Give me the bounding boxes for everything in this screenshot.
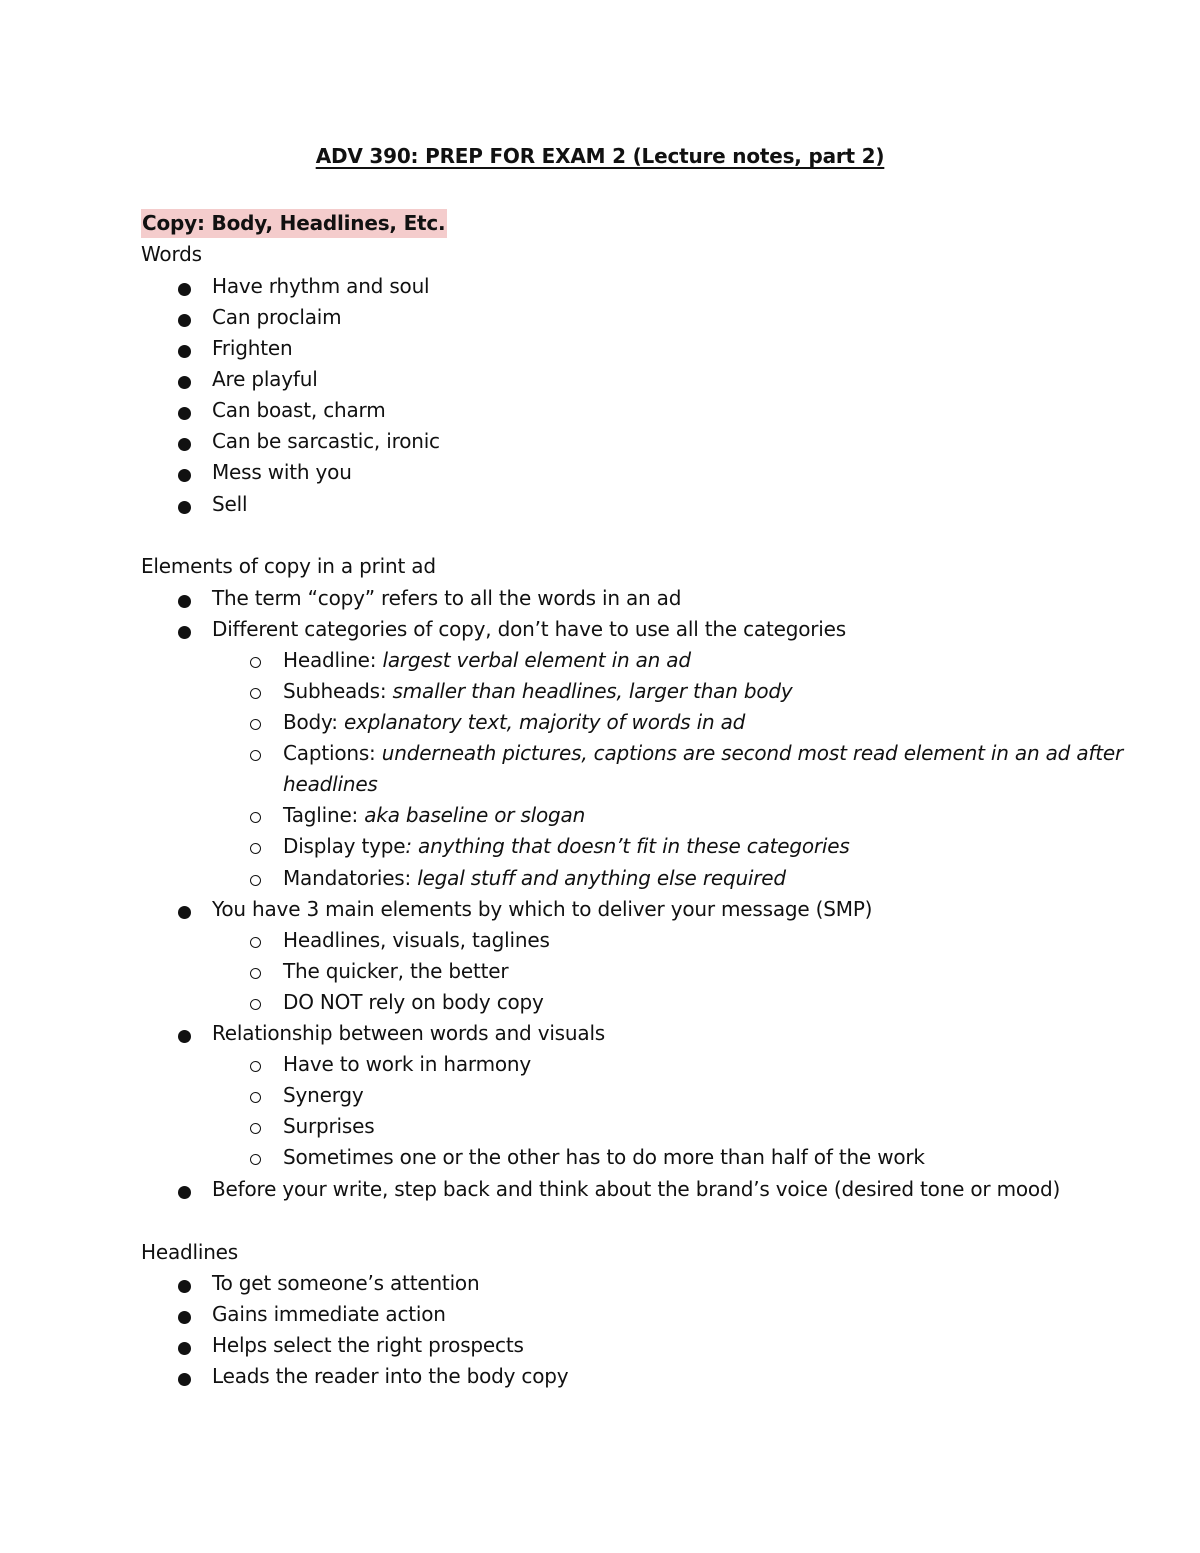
list-item: To get someone’s attention xyxy=(212,1271,480,1295)
sub-list-item: Sometimes one or the other has to do more than half of the work xyxy=(283,1145,925,1169)
bullet-icon xyxy=(178,1311,191,1324)
list-item: Can proclaim xyxy=(212,305,342,329)
list-item: Have rhythm and soul xyxy=(212,274,430,298)
circle-bullet-icon xyxy=(250,812,261,823)
category-definition: underneath pictures, captions are second most read element in an ad after xyxy=(381,741,1123,765)
category-definition: smaller than headlines, larger than body xyxy=(392,679,793,703)
sub-list-item: The quicker, the better xyxy=(283,959,509,983)
category-definition: legal stuff and anything else required xyxy=(417,866,786,890)
circle-bullet-icon xyxy=(250,1061,261,1072)
sub-list-item: Surprises xyxy=(283,1114,375,1138)
category-term: Captions: xyxy=(283,741,382,765)
bullet-icon xyxy=(178,469,191,482)
circle-bullet-icon xyxy=(250,875,261,886)
bullet-icon xyxy=(178,314,191,327)
list-item: Can be sarcastic, ironic xyxy=(212,429,440,453)
bullet-icon xyxy=(178,1342,191,1355)
circle-bullet-icon xyxy=(250,937,261,948)
list-item: Are playful xyxy=(212,367,318,391)
sub-list-item: Synergy xyxy=(283,1083,364,1107)
sub-list-item: Headlines, visuals, taglines xyxy=(283,928,550,952)
section-heading xyxy=(141,208,447,239)
category-term: Body: xyxy=(283,710,344,734)
sub-list-item xyxy=(283,831,850,862)
bullet-icon xyxy=(178,1186,191,1199)
bullet-icon xyxy=(178,283,191,296)
sub-list-item: DO NOT rely on body copy xyxy=(283,990,544,1014)
category-term: Subheads: xyxy=(283,679,393,703)
circle-bullet-icon xyxy=(250,999,261,1010)
list-item: Leads the reader into the body copy xyxy=(212,1364,569,1388)
circle-bullet-icon xyxy=(250,1154,261,1165)
sub-list-item xyxy=(283,676,793,707)
sub-list-item xyxy=(283,645,691,676)
headlines-heading: Headlines xyxy=(141,1240,239,1264)
bullet-icon xyxy=(178,595,191,608)
sub-list-item xyxy=(283,800,585,831)
circle-bullet-icon xyxy=(250,750,261,761)
sub-list-item: Have to work in harmony xyxy=(283,1052,532,1076)
bullet-icon xyxy=(178,906,191,919)
circle-bullet-icon xyxy=(250,719,261,730)
list-item: Gains immediate action xyxy=(212,1302,446,1326)
bullet-icon xyxy=(178,438,191,451)
list-item: Frighten xyxy=(212,336,293,360)
sub-list-item xyxy=(283,738,1123,769)
bullet-icon xyxy=(178,1030,191,1043)
category-definition: : anything that doesn’t fit in these categories xyxy=(405,834,850,858)
elements-heading: Elements of copy in a print ad xyxy=(141,554,436,578)
bullet-icon xyxy=(178,1280,191,1293)
category-term: Headline: xyxy=(283,648,383,672)
category-definition: aka baseline or slogan xyxy=(364,803,586,827)
list-item: Helps select the right prospects xyxy=(212,1333,524,1357)
sub-list-item xyxy=(283,707,745,738)
bullet-icon xyxy=(178,1373,191,1386)
highlighted-heading-text: Copy: Body, Headlines, Etc. xyxy=(141,209,447,238)
category-definition: explanatory text, majority of words in ad xyxy=(343,710,746,734)
bullet-icon xyxy=(178,626,191,639)
circle-bullet-icon xyxy=(250,968,261,979)
category-term: Tagline: xyxy=(283,803,365,827)
list-item: Sell xyxy=(212,492,248,516)
bullet-icon xyxy=(178,407,191,420)
circle-bullet-icon xyxy=(250,657,261,668)
circle-bullet-icon xyxy=(250,843,261,854)
category-term: Display type xyxy=(283,834,406,858)
circle-bullet-icon xyxy=(250,688,261,699)
list-item: Mess with you xyxy=(212,460,352,484)
category-definition-continued: headlines xyxy=(283,772,378,796)
list-item: Can boast, charm xyxy=(212,398,386,422)
category-term: Mandatories: xyxy=(283,866,418,890)
category-definition: largest verbal element in an ad xyxy=(382,648,691,672)
words-heading: Words xyxy=(141,242,202,266)
bullet-icon xyxy=(178,376,191,389)
page-title: ADV 390: PREP FOR EXAM 2 (Lecture notes, part 2) xyxy=(315,144,885,168)
list-item: The term “copy” refers to all the words in an ad xyxy=(212,586,682,610)
list-item: Before your write, step back and think about the brand’s voice (desired tone or mood) xyxy=(212,1177,1061,1201)
bullet-icon xyxy=(178,501,191,514)
list-item: Different categories of copy, don’t have to use all the categories xyxy=(212,617,846,641)
bullet-icon xyxy=(178,345,191,358)
sub-list-item xyxy=(283,863,786,894)
list-item: You have 3 main elements by which to deliver your message (SMP) xyxy=(212,897,873,921)
circle-bullet-icon xyxy=(250,1123,261,1134)
circle-bullet-icon xyxy=(250,1092,261,1103)
list-item: Relationship between words and visuals xyxy=(212,1021,606,1045)
